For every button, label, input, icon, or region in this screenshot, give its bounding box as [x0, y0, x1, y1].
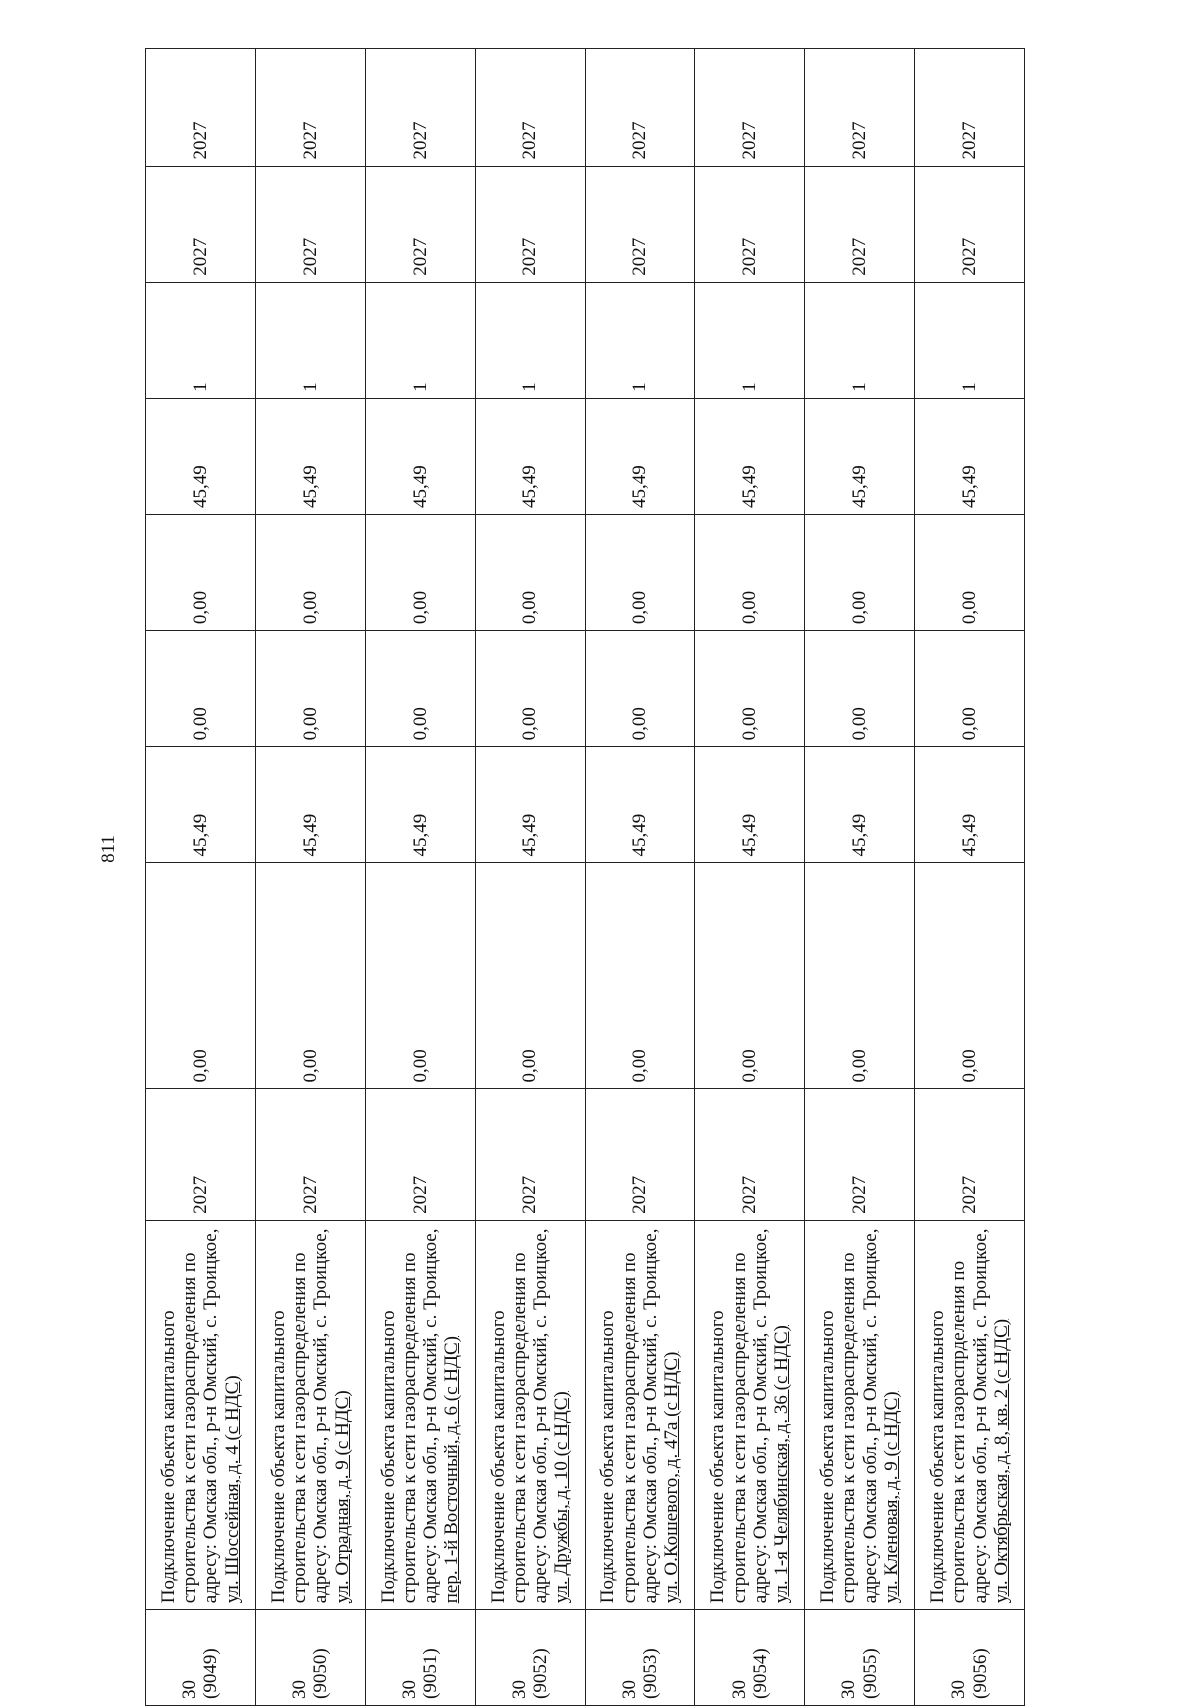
- value-3-cell: 0,00: [146, 631, 256, 747]
- value-5-cell: 45,49: [585, 398, 695, 514]
- value-5-cell: 45,49: [915, 398, 1025, 514]
- row-code: (9049): [200, 1648, 222, 1699]
- value-4-cell: 0,00: [365, 515, 475, 631]
- description-main: Подключение объекта капитального строительства к сети газораспределения по адресу: Омская обл., р-н Омский, с. Троицкое,: [707, 1228, 771, 1604]
- description-address: ул. Кленовая, д. 9 (с НДС): [880, 1391, 902, 1604]
- year-start-cell: 2027: [365, 1089, 475, 1220]
- year-start-cell: 2027: [695, 1089, 805, 1220]
- quantity-cell: 1: [365, 282, 475, 398]
- quantity-cell: 1: [805, 282, 915, 398]
- row-number-cell: [255, 1610, 365, 1706]
- value-2-cell: 45,49: [805, 747, 915, 863]
- row-code: (9056): [969, 1648, 991, 1699]
- value-2-cell: 45,49: [146, 747, 256, 863]
- year-start-cell: 2027: [585, 1089, 695, 1220]
- table-row: [365, 49, 475, 1706]
- year-b-cell: 2027: [146, 49, 256, 167]
- table-body: [146, 49, 1025, 1706]
- value-5-cell: 45,49: [475, 398, 585, 514]
- quantity-cell: 1: [695, 282, 805, 398]
- row-number: 30: [398, 1680, 420, 1699]
- value-3-cell: 0,00: [365, 631, 475, 747]
- value-3-cell: 0,00: [695, 631, 805, 747]
- year-b-cell: 2027: [255, 49, 365, 167]
- value-3-cell: 0,00: [915, 631, 1025, 747]
- row-number-cell: [585, 1610, 695, 1706]
- year-b-cell: 2027: [585, 49, 695, 167]
- value-1-cell: 0,00: [475, 863, 585, 1089]
- value-2-cell: 45,49: [475, 747, 585, 863]
- value-3-cell: 0,00: [805, 631, 915, 747]
- value-2-cell: 45,49: [915, 747, 1025, 863]
- year-a-cell: 2027: [365, 166, 475, 282]
- value-4-cell: 0,00: [695, 515, 805, 631]
- description-cell: [146, 1220, 256, 1609]
- value-1-cell: 0,00: [695, 863, 805, 1089]
- table-row: [915, 49, 1025, 1706]
- row-code: (9055): [859, 1648, 881, 1699]
- description-address: ул. О.Кошевого, д. 47а (с НДС): [661, 1351, 683, 1604]
- description-address: ул. Отрадная, д. 9 (с НДС): [331, 1390, 353, 1604]
- quantity-cell: 1: [585, 282, 695, 398]
- quantity-cell: 1: [255, 282, 365, 398]
- year-start-cell: 2027: [255, 1089, 365, 1220]
- value-1-cell: 0,00: [255, 863, 365, 1089]
- row-code: (9053): [639, 1648, 661, 1699]
- year-b-cell: 2027: [915, 49, 1025, 167]
- row-number-cell: [805, 1610, 915, 1706]
- value-5-cell: 45,49: [695, 398, 805, 514]
- row-number: 30: [728, 1680, 750, 1699]
- description-address: ул. Дружбы, д. 10 (с НДС): [551, 1391, 573, 1604]
- value-2-cell: 45,49: [255, 747, 365, 863]
- value-2-cell: 45,49: [365, 747, 475, 863]
- row-number-cell: [475, 1610, 585, 1706]
- rotated-table-container: [145, 48, 1025, 1706]
- row-number-cell: [915, 1610, 1025, 1706]
- value-4-cell: 0,00: [146, 515, 256, 631]
- description-address: ул. Октябрьская, д. 8, кв. 2 (с НДС): [990, 1318, 1012, 1604]
- description-main: Подключение объекта капитального строительства к сети газораспределения по адресу: Омская обл., р-н Омский, с. Троицкое,: [597, 1228, 661, 1604]
- value-3-cell: 0,00: [585, 631, 695, 747]
- value-1-cell: 0,00: [365, 863, 475, 1089]
- value-5-cell: 45,49: [805, 398, 915, 514]
- description-cell: [805, 1220, 915, 1609]
- value-4-cell: 0,00: [585, 515, 695, 631]
- row-code: (9052): [530, 1648, 552, 1699]
- description-address: ул. Шоссейная, д. 4 (с НДС): [221, 1375, 243, 1604]
- table-row: [475, 49, 585, 1706]
- year-b-cell: 2027: [475, 49, 585, 167]
- value-4-cell: 0,00: [255, 515, 365, 631]
- description-main: Подключение объекта капитального строительства к сети газораспределения по адресу: Омская обл., р-н Омский, с. Троицкое,: [377, 1228, 442, 1604]
- table-row: [585, 49, 695, 1706]
- description-cell: [915, 1220, 1025, 1609]
- description-cell: [585, 1220, 695, 1609]
- value-3-cell: 0,00: [255, 631, 365, 747]
- row-number-cell: [365, 1610, 475, 1706]
- value-1-cell: 0,00: [585, 863, 695, 1089]
- year-a-cell: 2027: [915, 166, 1025, 282]
- description-main: Подключение объекта капитального строительства к сети газораспрделения по адресу: Омская обл., р-н Омский, с. Троицкое,: [927, 1228, 991, 1604]
- row-number: 30: [179, 1680, 201, 1699]
- description-cell: [255, 1220, 365, 1609]
- year-b-cell: 2027: [805, 49, 915, 167]
- quantity-cell: 1: [146, 282, 256, 398]
- row-number-cell: [146, 1610, 256, 1706]
- row-code: (9054): [749, 1648, 771, 1699]
- year-start-cell: 2027: [915, 1089, 1025, 1220]
- year-a-cell: 2027: [255, 166, 365, 282]
- row-number: 30: [618, 1680, 640, 1699]
- description-main: Подключение объекта капитального строительства к сети газораспределения по адресу: Омская обл., р-н Омский, с. Троицкое,: [157, 1228, 222, 1604]
- description-main: Подключение объекта капитального строительства к сети газораспределения по адресу: Омская обл., р-н Омский, с. Троицкое,: [487, 1228, 552, 1604]
- row-code: (9050): [310, 1648, 332, 1699]
- value-5-cell: 45,49: [255, 398, 365, 514]
- value-1-cell: 0,00: [805, 863, 915, 1089]
- investment-table: [145, 48, 1025, 1706]
- page-number: 811: [98, 835, 119, 863]
- value-4-cell: 0,00: [915, 515, 1025, 631]
- description-address: ул. 1-я Челябинская, д. 36 (с НДС): [771, 1325, 793, 1604]
- row-number: 30: [508, 1680, 530, 1699]
- year-a-cell: 2027: [146, 166, 256, 282]
- table-row: [805, 49, 915, 1706]
- year-a-cell: 2027: [475, 166, 585, 282]
- value-5-cell: 45,49: [365, 398, 475, 514]
- year-start-cell: 2027: [146, 1089, 256, 1220]
- value-4-cell: 0,00: [475, 515, 585, 631]
- year-a-cell: 2027: [585, 166, 695, 282]
- description-main: Подключение объекта капитального строительства к сети газораспределения по адресу: Омская обл., р-н Омский, с. Троицкое,: [267, 1228, 332, 1604]
- value-1-cell: 0,00: [146, 863, 256, 1089]
- quantity-cell: 1: [475, 282, 585, 398]
- row-code: (9051): [420, 1648, 442, 1699]
- description-cell: [475, 1220, 585, 1609]
- row-number: 30: [289, 1680, 311, 1699]
- table-row: [695, 49, 805, 1706]
- year-b-cell: 2027: [365, 49, 475, 167]
- quantity-cell: 1: [915, 282, 1025, 398]
- value-3-cell: 0,00: [475, 631, 585, 747]
- row-number: 30: [948, 1680, 970, 1699]
- description-cell: [695, 1220, 805, 1609]
- value-2-cell: 45,49: [695, 747, 805, 863]
- row-number: 30: [838, 1680, 860, 1699]
- table-row: [146, 49, 256, 1706]
- value-1-cell: 0,00: [915, 863, 1025, 1089]
- year-start-cell: 2027: [805, 1089, 915, 1220]
- description-main: Подключение объекта капитального строительства к сети газораспределения по адресу: Омская обл., р-н Омский, с. Троицкое,: [817, 1228, 881, 1604]
- year-a-cell: 2027: [805, 166, 915, 282]
- value-4-cell: 0,00: [805, 515, 915, 631]
- year-start-cell: 2027: [475, 1089, 585, 1220]
- row-number-cell: [695, 1610, 805, 1706]
- description-address: пер. 1-й Восточный, д. 6 (с НДС): [441, 1336, 463, 1604]
- year-a-cell: 2027: [695, 166, 805, 282]
- year-b-cell: 2027: [695, 49, 805, 167]
- description-cell: [365, 1220, 475, 1609]
- table-row: [255, 49, 365, 1706]
- value-2-cell: 45,49: [585, 747, 695, 863]
- value-5-cell: 45,49: [146, 398, 256, 514]
